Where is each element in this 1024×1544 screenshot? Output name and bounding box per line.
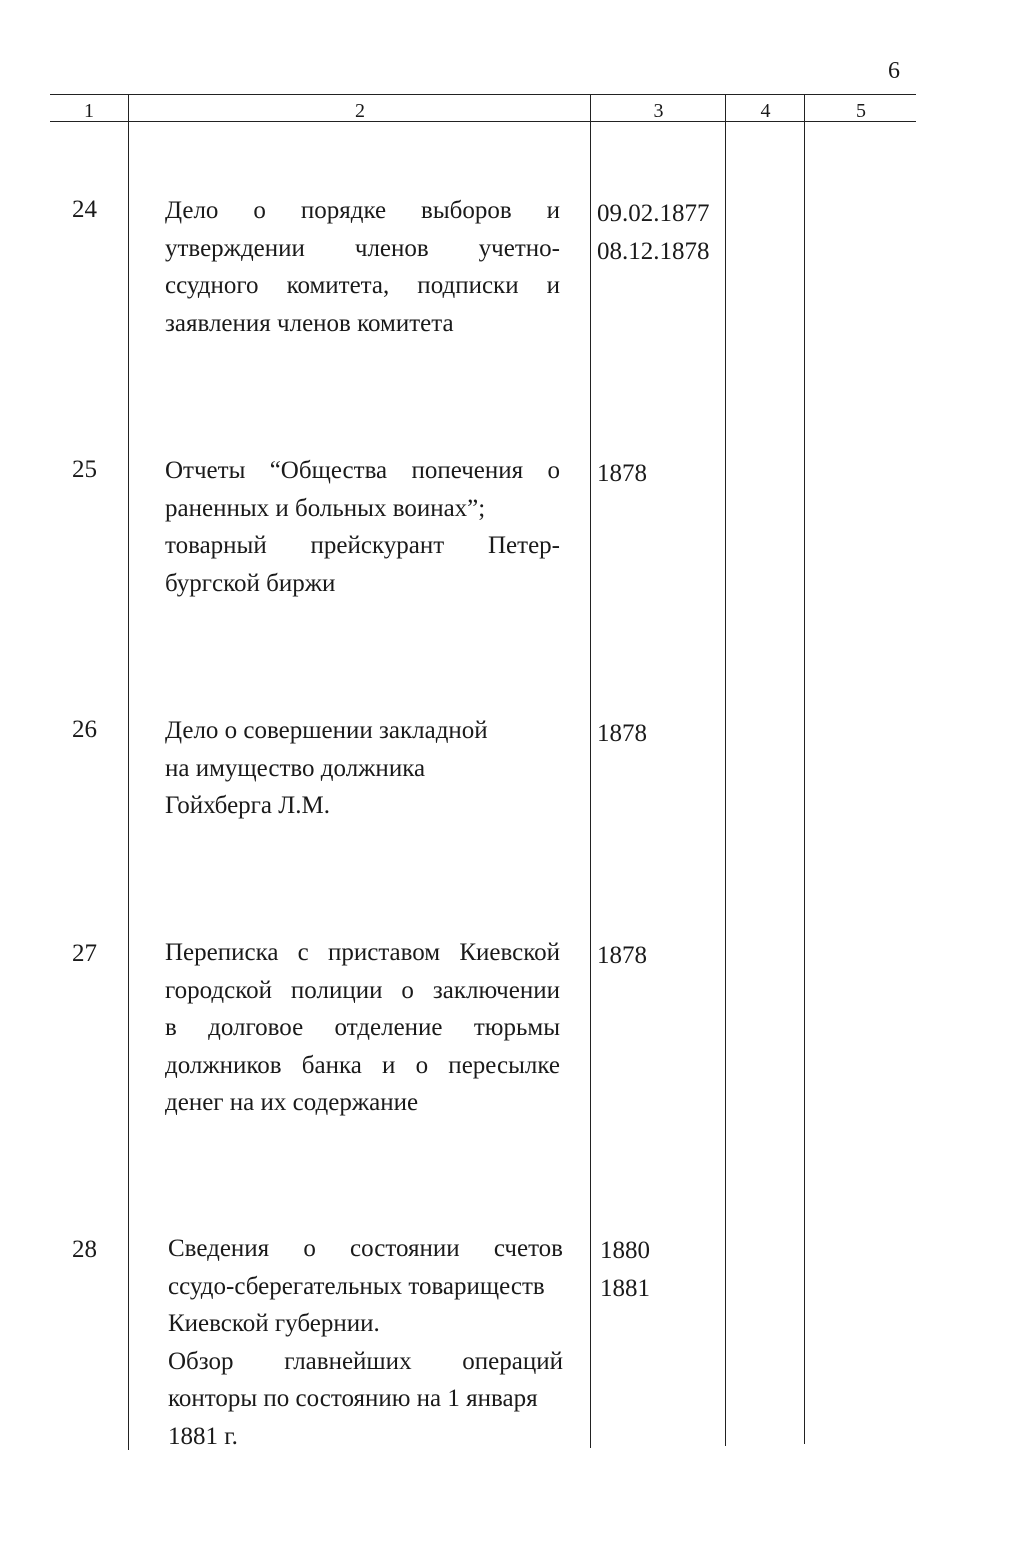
row-dates: [597, 195, 710, 270]
date-value: 08.12.1878: [597, 237, 710, 265]
row-number: 25: [72, 456, 97, 483]
row-title: [165, 452, 560, 602]
date-value: 1880: [600, 1237, 650, 1264]
column-divider-2: [590, 94, 591, 1448]
title-line: ссудо-сберегательных товариществ: [168, 1272, 545, 1300]
date-value: 1878: [597, 942, 647, 969]
title-line: Переписка с приставом Киевской: [165, 939, 560, 966]
column-header-2: 2: [355, 100, 365, 122]
date-value: 1881: [600, 1274, 650, 1302]
title-line: ссудного комитета, подписки и: [165, 272, 560, 299]
title-line: городской полиции о заключении: [165, 976, 560, 1004]
title-line: Гойхберга Л.М.: [165, 792, 330, 819]
title-line: раненных и больных воинах”;: [165, 494, 486, 522]
page-number: 6: [888, 58, 900, 84]
title-line: Киевской губернии.: [168, 1310, 380, 1337]
row-title: [165, 192, 560, 342]
title-line: заявления членов комитета: [165, 309, 454, 337]
date-value: 09.02.1877: [597, 200, 710, 227]
row-dates: [597, 455, 647, 493]
row-number: 27: [72, 940, 97, 967]
row-number: 26: [72, 716, 97, 743]
column-divider-3: [725, 94, 726, 1446]
title-line: Отчеты “Общества попечения о: [165, 457, 560, 484]
title-line: конторы по состоянию на 1 января: [168, 1385, 538, 1412]
date-value: 1878: [597, 460, 647, 487]
title-line: на имущество должника: [165, 754, 426, 782]
column-divider-1: [128, 94, 129, 1450]
row-dates: [597, 715, 647, 753]
date-value: 1878: [597, 720, 647, 747]
title-line: товарный прейскурант Петер-: [165, 532, 560, 559]
column-header-4: 4: [760, 100, 771, 122]
title-line: бургской биржи: [165, 569, 336, 597]
row-number: 24: [72, 196, 97, 223]
column-header-1: 1: [84, 100, 94, 122]
title-line: 1881 г.: [168, 1422, 238, 1450]
row-dates: [597, 937, 647, 975]
column-divider-4: [804, 94, 805, 1444]
title-line: денег на их содержание: [165, 1089, 419, 1116]
row-dates: [600, 1232, 650, 1307]
row-title: [165, 712, 560, 825]
title-line: в долговое отделение тюрьмы: [165, 1014, 560, 1041]
title-line: должников банка и о пересылке: [165, 1051, 560, 1079]
title-line: Дело о совершении закладной: [165, 717, 488, 744]
title-line: утверждении членов учетно-: [165, 234, 560, 262]
column-header-3: 3: [653, 100, 664, 122]
title-line: Сведения о состоянии счетов: [168, 1235, 563, 1262]
table-top-border: [50, 94, 916, 95]
row-number: 28: [72, 1236, 97, 1263]
title-line: Дело о порядке выборов и: [165, 197, 560, 224]
column-header-5: 5: [856, 100, 866, 122]
row-title: [165, 934, 560, 1122]
title-line: Обзор главнейших операций: [168, 1347, 563, 1375]
row-title: [168, 1230, 563, 1455]
